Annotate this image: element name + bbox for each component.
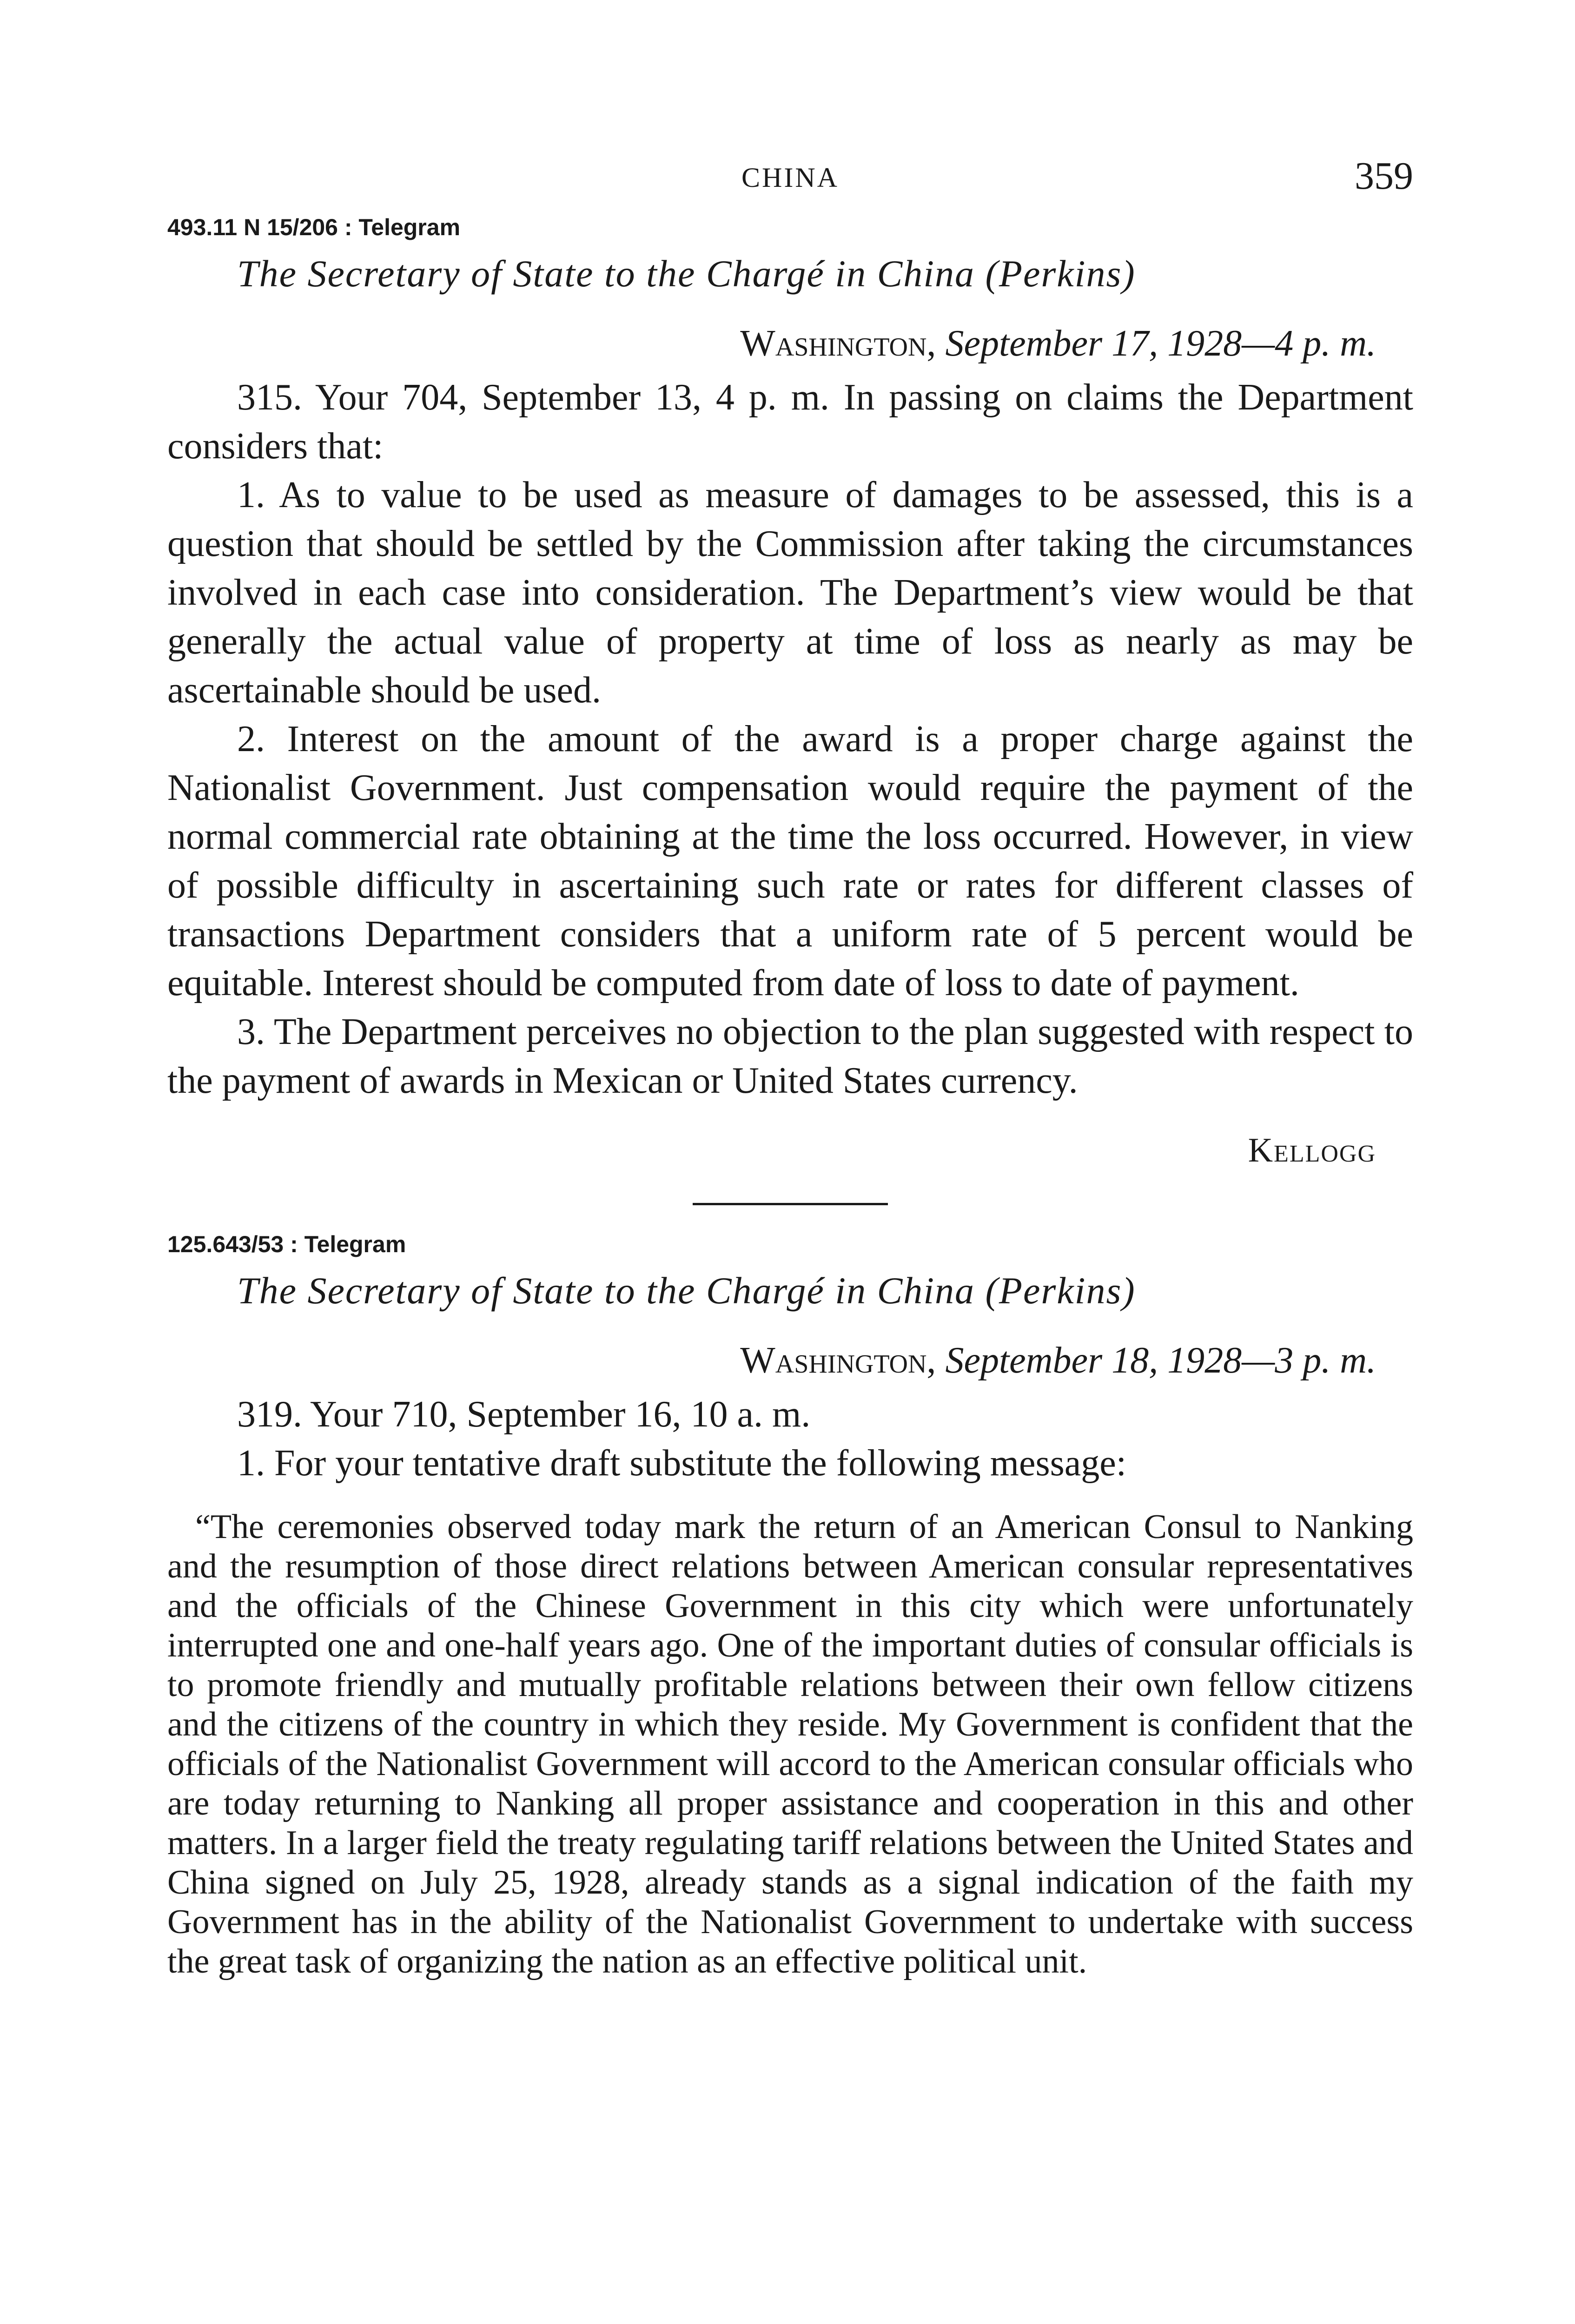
dateline-date: September 17, 1928—4 p. m.	[945, 323, 1376, 364]
document-1	[167, 214, 1413, 1170]
page-number: 359	[1355, 154, 1413, 198]
dateline-date: September 18, 1928—3 p. m.	[945, 1340, 1376, 1381]
dateline-place: Washington,	[740, 323, 936, 364]
dateline	[167, 1340, 1376, 1382]
quoted-message: “The ceremonies observed today mark the return of an American Consul to Nanking and the resumption of those direct relations between American consular representatives and the officials of the Chinese Government in this city which were unfortunately interrupted one and one-half years ago. One of the important duties of consular officials is to promote friendly and mutually profitable relations between their own fellow citizens and the citizens of the country in which they reside. My Government is confident that the officials of the Nationalist Government will accord to the American consular officials who are today returning to Nanking all proper assistance and cooperation in this and other matters. In a larger field the treaty regulating tariff relations between the United States and China signed on July 25, 1928, already stands as a signal indication of the faith my Government has in the ability of the Nationalist Government to undertake with success the great task of organizing the nation as an effective political unit.	[167, 1508, 1413, 1981]
document-heading: The Secretary of State to the Chargé in China (Perkins)	[237, 1269, 1136, 1312]
paragraph: 319. Your 710, September 16, 10 a. m.	[237, 1394, 811, 1435]
paragraph: 1. For your tentative draft substitute the following message:	[237, 1443, 1126, 1484]
file-reference: 125.643/53 : Telegram	[167, 1231, 406, 1257]
running-title: CHINA	[741, 162, 839, 193]
document-heading: The Secretary of State to the Chargé in China (Perkins)	[237, 252, 1136, 295]
dateline	[167, 323, 1376, 365]
running-head	[167, 153, 1413, 205]
dateline-place: Washington,	[740, 1340, 936, 1381]
page	[167, 153, 1413, 1981]
document-2	[167, 1231, 1413, 1981]
section-divider	[693, 1203, 888, 1205]
file-reference: 493.11 N 15/206 : Telegram	[167, 214, 461, 240]
paragraph: 315. Your 704, September 13, 4 p. m. In passing on claims the Department considers that:	[167, 377, 1413, 467]
signature: Kellogg	[1248, 1131, 1376, 1169]
paragraph: 2. Interest on the amount of the award is a proper charge against the Nationalist Government. Just compensation would require the payment of the normal commercial rate obtaining at the time the loss occurred. However, in view of possible difficulty in ascertaining such rate or rates for different classes of transactions Department considers that a uniform rate of 5 percent would be equitable. Interest should be computed from date of loss to date of payment.	[167, 719, 1413, 1004]
paragraph: 1. As to value to be used as measure of damages to be assessed, this is a question that should be settled by the Commission after taking the circumstances involved in each case into consideration. The Department’s view would be that generally the actual value of property at time of loss as nearly as may be ascertainable should be used.	[167, 475, 1413, 711]
paragraph: 3. The Department perceives no objection to the plan suggested with respect to the payment of awards in Mexican or United States currency.	[167, 1011, 1413, 1101]
